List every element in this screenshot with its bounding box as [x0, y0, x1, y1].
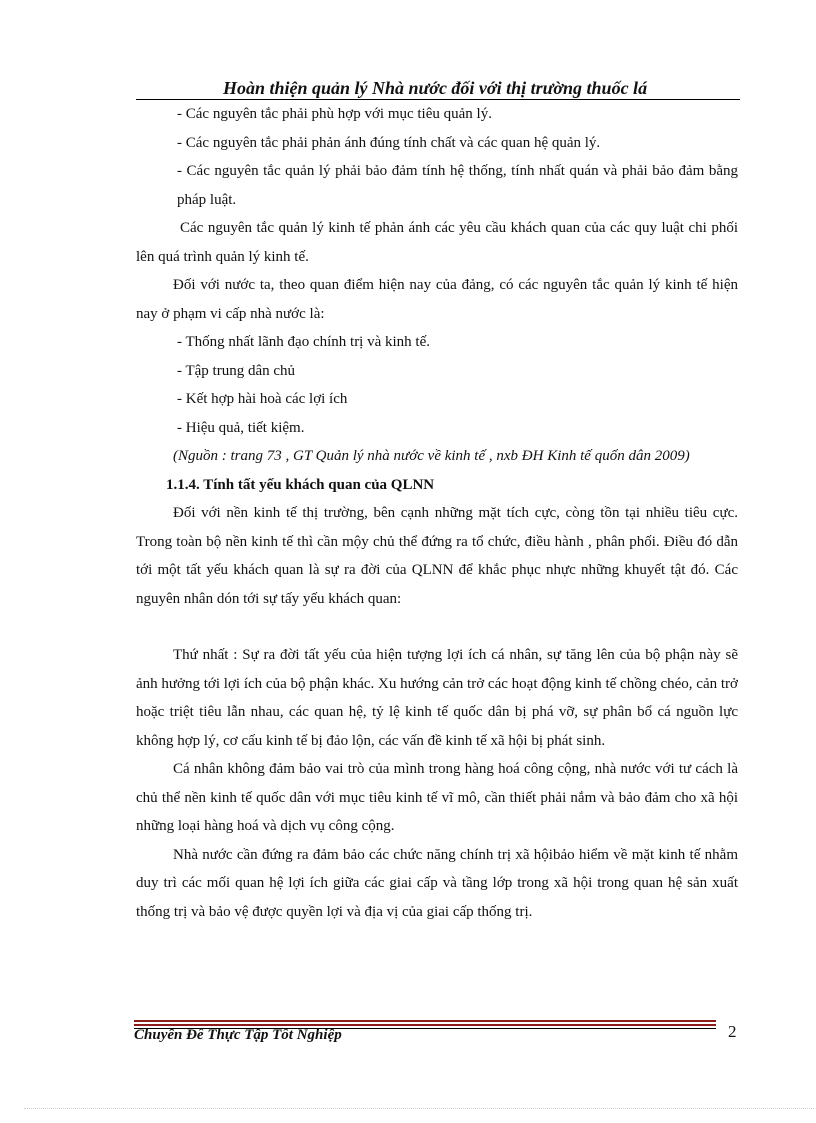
principle-item-3: - Các nguyên tắc quản lý phải bảo đảm tính hệ thống, tính nhất quán và phải bảo đảm bằng pháp luật.: [177, 163, 738, 208]
document-body: [136, 100, 738, 926]
blank-line: [136, 613, 738, 641]
principle-list-item-1: - Thống nhất lãnh đạo chính trị và kinh tế.: [177, 334, 431, 350]
source-citation: (Nguồn : trang 73 , GT Quản lý nhà nước về kinh tế , nxb ĐH Kinh tế quốn dân 2009): [173, 448, 690, 464]
paragraph-public-goods: Cá nhân không đảm bảo vai trò của mình trong hàng hoá công cộng, nhà nước với tư cách là chủ thể nền kinh tế quốc dân với mục tiêu kinh tế vĩ mô, cần thiết phải nắm và bảo đảm cho xã hội những loại hàng hoá và dịch vụ công cộng.: [136, 761, 738, 834]
paragraph-first-reason: Thứ nhất : Sự ra đời tất yếu của hiện tượng lợi ích cá nhân, sự tăng lên của bộ phận này sẽ ảnh hưởng tới lợi ích của bộ phận khác. Xu hướng cản trở các hoạt động kinh tế chồng chéo, cản trở hoặc triệt tiêu lẫn nhau, các quan hệ, tỷ lệ kinh tế quốc dân bị phá vỡ, sự phân bổ cá nguồn lực không hợp lý, cơ cấu kinh tế bị đảo lộn, các vấn đề kinh tế xã hội bị phát sinh.: [136, 647, 738, 749]
footer-divider-middle: [134, 1024, 716, 1026]
paragraph-state-role: Nhà nước cần đứng ra đảm bảo các chức năng chính trị xã hộibảo hiểm về mặt kinh tế nhằm duy trì các mối quan hệ lợi ích giữa các giai cấp và tầng lớp trong xã hội trong quan hệ sản xuất thống trị và bảo vệ được quyền lợi và địa vị của giai cấp thống trị.: [136, 846, 738, 920]
paragraph-market-economy: Đối với nền kinh tế thị trường, bên cạnh những mặt tích cực, còng tồn tại nhiều tiêu cực. Trong toàn bộ nền kinh tế thì cần mộy chủ thể đứng ra tổ chức, điều hành , phân phối. Điều đó dẫn tới một tất yếu khách quan là sự ra đời của QLNN để khắc phục nhực những khuyết tật đó. Các nguyên nhân dón tới sự tấy yếu khách quan:: [136, 505, 738, 607]
page-edge-guide: [24, 1108, 814, 1109]
principle-item-1: - Các nguyên tắc phải phù hợp với mục tiêu quản lý.: [177, 106, 492, 122]
section-heading-1-1-4: 1.1.4. Tính tất yếu khách quan của QLNN: [166, 476, 435, 493]
paragraph-principles-reflect: Các nguyên tắc quản lý kinh tế phản ánh các yêu cầu khách quan của các quy luật chi phối lên quá trình quản lý kinh tế.: [136, 220, 738, 265]
principle-list-item-2: - Tập trung dân chủ: [177, 362, 296, 379]
principle-list-item-4: - Hiệu quả, tiết kiệm.: [177, 419, 305, 436]
footer-divider-top: [134, 1020, 716, 1022]
page-number: 2: [728, 1022, 737, 1041]
principle-list-item-3: - Kết hợp hài hoà các lợi ích: [177, 391, 348, 407]
paragraph-our-country: Đối với nước ta, theo quan điểm hiện nay của đảng, có các nguyên tắc quản lý kinh tế hiện nay ở phạm vi cấp nhà nước là:: [136, 277, 738, 322]
footer-title: Chuyên Đề Thực Tập Tốt Nghiệp: [134, 1027, 342, 1043]
page-header-title: Hoàn thiện quản lý Nhà nước đối với thị trường thuốc lá: [222, 78, 648, 98]
principle-item-2: - Các nguyên tắc phải phản ánh đúng tính chất và các quan hệ quản lý.: [177, 134, 601, 151]
